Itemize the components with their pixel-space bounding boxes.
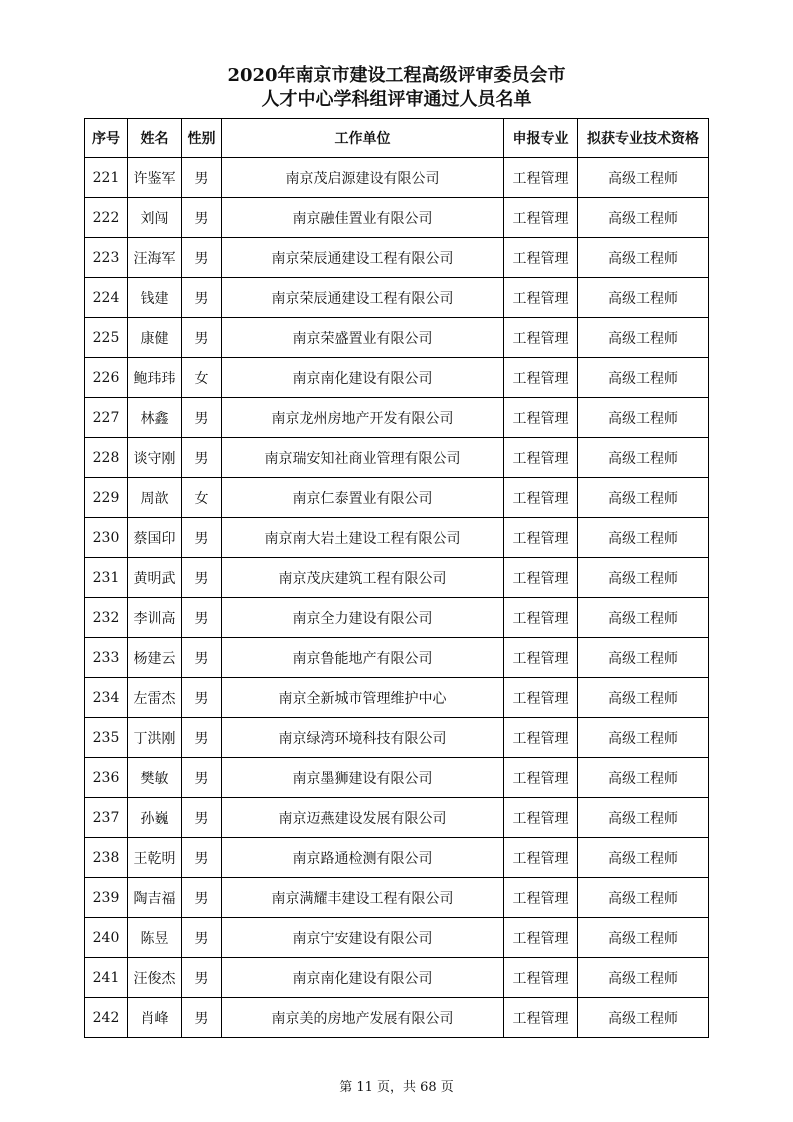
cell-gender: 男	[182, 758, 222, 798]
cell-specialty: 工程管理	[504, 998, 578, 1038]
cell-name: 蔡国印	[128, 518, 182, 558]
cell-specialty: 工程管理	[504, 398, 578, 438]
cell-qualification: 高级工程师	[578, 638, 709, 678]
table-row	[85, 838, 709, 878]
cell-name: 王乾明	[128, 838, 182, 878]
table-row	[85, 158, 709, 198]
header-name: 姓名	[128, 119, 182, 158]
cell-specialty: 工程管理	[504, 518, 578, 558]
cell-specialty: 工程管理	[504, 358, 578, 398]
cell-no: 221	[85, 158, 128, 198]
cell-employer: 南京仁泰置业有限公司	[222, 478, 504, 518]
table-row	[85, 478, 709, 518]
cell-name: 汪俊杰	[128, 958, 182, 998]
cell-no: 238	[85, 838, 128, 878]
cell-employer: 南京荣辰通建设工程有限公司	[222, 278, 504, 318]
cell-qualification: 高级工程师	[578, 398, 709, 438]
cell-employer: 南京南大岩土建设工程有限公司	[222, 518, 504, 558]
cell-qualification: 高级工程师	[578, 758, 709, 798]
cell-employer: 南京南化建设有限公司	[222, 358, 504, 398]
header-employer: 工作单位	[222, 119, 504, 158]
cell-qualification: 高级工程师	[578, 478, 709, 518]
cell-gender: 男	[182, 518, 222, 558]
cell-employer: 南京墨狮建设有限公司	[222, 758, 504, 798]
cell-name: 樊敏	[128, 758, 182, 798]
table-row	[85, 198, 709, 238]
table-row	[85, 638, 709, 678]
cell-name: 康健	[128, 318, 182, 358]
cell-no: 233	[85, 638, 128, 678]
cell-qualification: 高级工程师	[578, 158, 709, 198]
cell-qualification: 高级工程师	[578, 558, 709, 598]
cell-specialty: 工程管理	[504, 798, 578, 838]
cell-name: 陈昱	[128, 918, 182, 958]
cell-employer: 南京满耀丰建设工程有限公司	[222, 878, 504, 918]
cell-gender: 男	[182, 798, 222, 838]
cell-qualification: 高级工程师	[578, 358, 709, 398]
cell-name: 钱建	[128, 278, 182, 318]
table-row	[85, 678, 709, 718]
cell-gender: 女	[182, 358, 222, 398]
cell-name: 谈守刚	[128, 438, 182, 478]
header-gender: 性别	[182, 119, 222, 158]
cell-employer: 南京瑞安知社商业管理有限公司	[222, 438, 504, 478]
header-specialty: 申报专业	[504, 119, 578, 158]
cell-gender: 男	[182, 958, 222, 998]
cell-no: 236	[85, 758, 128, 798]
cell-no: 224	[85, 278, 128, 318]
cell-qualification: 高级工程师	[578, 878, 709, 918]
cell-qualification: 高级工程师	[578, 958, 709, 998]
cell-gender: 男	[182, 678, 222, 718]
table-row	[85, 318, 709, 358]
table-row	[85, 718, 709, 758]
cell-no: 229	[85, 478, 128, 518]
cell-no: 237	[85, 798, 128, 838]
cell-qualification: 高级工程师	[578, 278, 709, 318]
cell-qualification: 高级工程师	[578, 798, 709, 838]
cell-employer: 南京融佳置业有限公司	[222, 198, 504, 238]
cell-gender: 男	[182, 558, 222, 598]
table-row	[85, 358, 709, 398]
cell-employer: 南京路通检测有限公司	[222, 838, 504, 878]
cell-no: 240	[85, 918, 128, 958]
header-qualification: 拟获专业技术资格	[578, 119, 709, 158]
cell-employer: 南京鲁能地产有限公司	[222, 638, 504, 678]
cell-no: 234	[85, 678, 128, 718]
cell-specialty: 工程管理	[504, 318, 578, 358]
cell-no: 223	[85, 238, 128, 278]
cell-no: 241	[85, 958, 128, 998]
cell-gender: 男	[182, 838, 222, 878]
cell-name: 林鑫	[128, 398, 182, 438]
cell-specialty: 工程管理	[504, 638, 578, 678]
cell-name: 丁洪刚	[128, 718, 182, 758]
table-row	[85, 798, 709, 838]
table-row	[85, 398, 709, 438]
roster-body	[85, 158, 709, 1038]
cell-qualification: 高级工程师	[578, 318, 709, 358]
cell-employer: 南京龙州房地产开发有限公司	[222, 398, 504, 438]
cell-name: 鲍玮玮	[128, 358, 182, 398]
cell-employer: 南京茂启源建设有限公司	[222, 158, 504, 198]
cell-employer: 南京荣辰通建设工程有限公司	[222, 238, 504, 278]
cell-gender: 男	[182, 918, 222, 958]
cell-no: 225	[85, 318, 128, 358]
cell-specialty: 工程管理	[504, 878, 578, 918]
cell-specialty: 工程管理	[504, 678, 578, 718]
document-title-line-2: 人才中心学科组评审通过人员名单	[261, 89, 532, 110]
page-footer: 第 11 页，共 68 页	[339, 1080, 454, 1095]
table-row	[85, 758, 709, 798]
cell-qualification: 高级工程师	[578, 198, 709, 238]
cell-no: 231	[85, 558, 128, 598]
cell-name: 陶吉福	[128, 878, 182, 918]
cell-qualification: 高级工程师	[578, 598, 709, 638]
cell-no: 242	[85, 998, 128, 1038]
cell-qualification: 高级工程师	[578, 678, 709, 718]
table-row	[85, 958, 709, 998]
cell-specialty: 工程管理	[504, 718, 578, 758]
cell-employer: 南京荣盛置业有限公司	[222, 318, 504, 358]
cell-specialty: 工程管理	[504, 558, 578, 598]
cell-employer: 南京茂庆建筑工程有限公司	[222, 558, 504, 598]
cell-name: 汪海军	[128, 238, 182, 278]
cell-name: 肖峰	[128, 998, 182, 1038]
cell-qualification: 高级工程师	[578, 518, 709, 558]
cell-specialty: 工程管理	[504, 438, 578, 478]
table-row	[85, 598, 709, 638]
table-row	[85, 558, 709, 598]
cell-gender: 男	[182, 158, 222, 198]
cell-name: 杨建云	[128, 638, 182, 678]
cell-specialty: 工程管理	[504, 158, 578, 198]
cell-gender: 男	[182, 718, 222, 758]
cell-specialty: 工程管理	[504, 758, 578, 798]
cell-name: 左雷杰	[128, 678, 182, 718]
table-row	[85, 438, 709, 478]
table-row	[85, 998, 709, 1038]
cell-name: 周歆	[128, 478, 182, 518]
cell-qualification: 高级工程师	[578, 918, 709, 958]
cell-gender: 男	[182, 238, 222, 278]
cell-no: 232	[85, 598, 128, 638]
cell-no: 239	[85, 878, 128, 918]
cell-gender: 女	[182, 478, 222, 518]
cell-gender: 男	[182, 278, 222, 318]
table-row	[85, 238, 709, 278]
cell-employer: 南京全新城市管理维护中心	[222, 678, 504, 718]
cell-qualification: 高级工程师	[578, 998, 709, 1038]
cell-name: 许鉴军	[128, 158, 182, 198]
cell-no: 222	[85, 198, 128, 238]
cell-name: 孙巍	[128, 798, 182, 838]
cell-no: 227	[85, 398, 128, 438]
cell-employer: 南京绿湾环境科技有限公司	[222, 718, 504, 758]
cell-employer: 南京宁安建设有限公司	[222, 918, 504, 958]
table-row	[85, 878, 709, 918]
cell-no: 230	[85, 518, 128, 558]
cell-qualification: 高级工程师	[578, 438, 709, 478]
cell-specialty: 工程管理	[504, 918, 578, 958]
cell-specialty: 工程管理	[504, 958, 578, 998]
header-no: 序号	[85, 119, 128, 158]
cell-gender: 男	[182, 598, 222, 638]
table-row	[85, 918, 709, 958]
cell-employer: 南京全力建设有限公司	[222, 598, 504, 638]
cell-employer: 南京南化建设有限公司	[222, 958, 504, 998]
cell-name: 刘闯	[128, 198, 182, 238]
cell-employer: 南京美的房地产发展有限公司	[222, 998, 504, 1038]
cell-gender: 男	[182, 398, 222, 438]
cell-qualification: 高级工程师	[578, 838, 709, 878]
cell-no: 228	[85, 438, 128, 478]
cell-gender: 男	[182, 318, 222, 358]
cell-specialty: 工程管理	[504, 278, 578, 318]
cell-specialty: 工程管理	[504, 198, 578, 238]
cell-gender: 男	[182, 438, 222, 478]
cell-qualification: 高级工程师	[578, 238, 709, 278]
cell-name: 李训高	[128, 598, 182, 638]
cell-specialty: 工程管理	[504, 238, 578, 278]
cell-no: 226	[85, 358, 128, 398]
table-row	[85, 278, 709, 318]
cell-specialty: 工程管理	[504, 598, 578, 638]
roster-table	[84, 118, 709, 1038]
cell-employer: 南京迈燕建设发展有限公司	[222, 798, 504, 838]
cell-gender: 男	[182, 998, 222, 1038]
document-title-line-1: 2020年南京市建设工程高级评审委员会市	[227, 65, 566, 86]
cell-name: 黄明武	[128, 558, 182, 598]
cell-specialty: 工程管理	[504, 478, 578, 518]
cell-no: 235	[85, 718, 128, 758]
table-header-row	[85, 119, 709, 158]
cell-gender: 男	[182, 638, 222, 678]
cell-gender: 男	[182, 878, 222, 918]
cell-gender: 男	[182, 198, 222, 238]
cell-qualification: 高级工程师	[578, 718, 709, 758]
table-row	[85, 518, 709, 558]
cell-specialty: 工程管理	[504, 838, 578, 878]
